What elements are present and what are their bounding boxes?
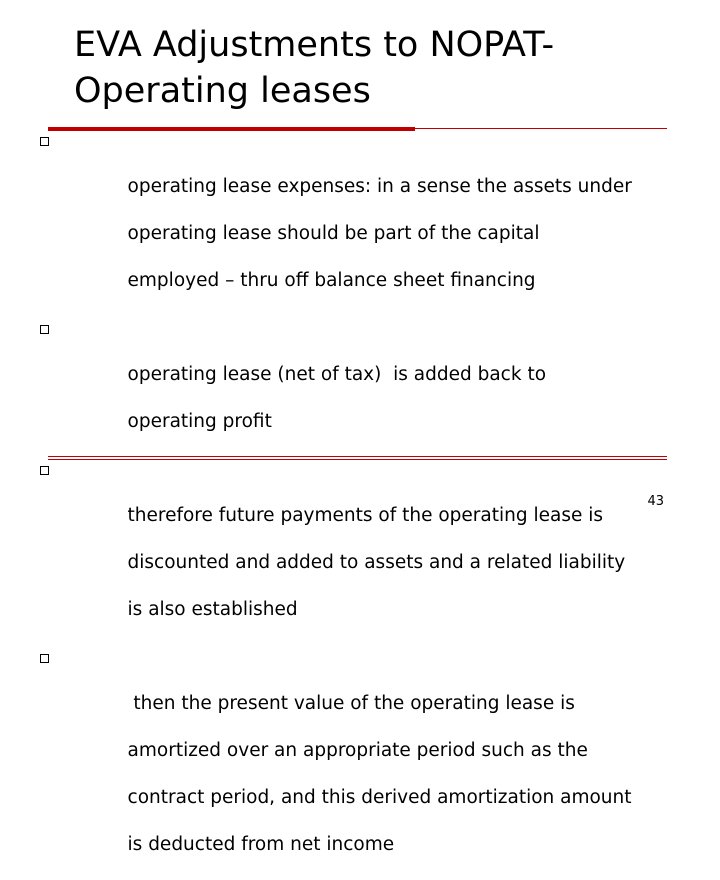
bullet-2-line-1: operating lease (net of tax) is added back to	[127, 364, 547, 385]
square-bullet-icon	[40, 137, 49, 146]
footer-rule-secondary	[48, 459, 667, 460]
bullet-3-line-2: discounted and added to assets and a related liability	[127, 552, 626, 573]
bullet-2-line-2: operating profit	[127, 411, 272, 432]
bullet-1-line-3: employed – thru off balance sheet financing	[127, 270, 536, 291]
bullet-4-line-3: contract period, and this derived amortization amount	[127, 787, 632, 808]
bullet-4-line-4: is deducted from net income	[127, 834, 395, 855]
bullet-4-line-2: amortized over an appropriate period such as the	[127, 740, 588, 761]
slide-title	[74, 22, 694, 114]
bullet-item-2	[38, 316, 688, 457]
square-bullet-icon	[40, 325, 49, 334]
square-bullet-icon	[40, 466, 49, 475]
bullet-3-line-1: therefore future payments of the operating lease is	[127, 505, 603, 526]
bullet-item-1	[38, 128, 688, 316]
slide-title-line-1: EVA Adjustments to NOPAT-	[74, 25, 555, 65]
bullet-1-line-2: operating lease should be part of the capital	[127, 223, 540, 244]
bullet-4-line-1: then the present value of the operating lease is	[127, 693, 575, 714]
square-bullet-icon	[40, 654, 49, 663]
page-number: 43	[647, 494, 664, 509]
footer-rule	[48, 456, 667, 457]
bullet-list	[38, 128, 688, 880]
slide-title-line-2: Operating leases	[74, 71, 371, 111]
bullet-3-line-3: is also established	[127, 599, 298, 620]
bullet-item-3	[38, 457, 688, 645]
bullet-item-4	[38, 645, 688, 880]
bullet-1-line-1: operating lease expenses: in a sense the assets under	[127, 176, 632, 197]
